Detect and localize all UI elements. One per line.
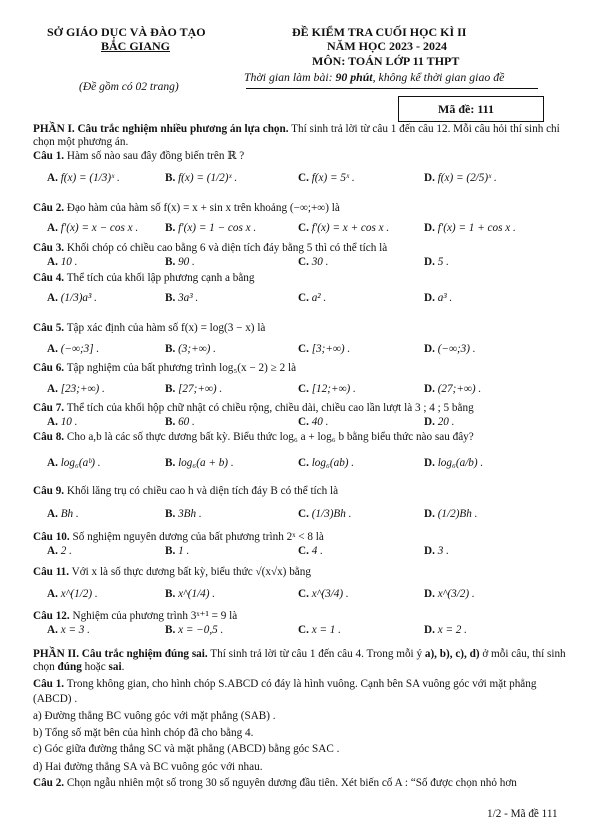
province-name: BẮC GIANG: [101, 39, 171, 53]
part1-heading: PHẦN I. Câu trắc nghiệm nhiều phương án lựa chọn. Thí sinh trả lời từ câu 1 đến câu 12. Mỗi câu hỏi thí sinh chỉ chọn một phương án.: [33, 123, 560, 148]
part2-q1-statement-b: b) Tổng số mặt bên của hình chóp đã cho bằng 4.: [33, 727, 254, 739]
answer-option: A. log₆(aᵇ) .: [47, 457, 101, 469]
answer-option: C. (1/3)Bh .: [298, 508, 352, 520]
answer-option: C. 40 .: [298, 416, 329, 428]
answer-option: D. f(x) = (2/5)ˣ .: [424, 172, 497, 184]
page-count-note: (Đề gồm có 02 trang): [79, 81, 179, 93]
answer-option: C. f(x) = 5ˣ .: [298, 172, 355, 184]
answer-option: B. 1 .: [165, 545, 190, 557]
part2-heading: PHẦN II. Câu trắc nghiệm đúng sai. Thí sinh trả lời từ câu 1 đến câu 4. Trong mỗi ý a), b), c), d) ở mỗi câu, thí sinh chọn đúng hoặc sai.: [33, 648, 566, 673]
answer-option: C. log₆(ab) .: [298, 457, 355, 469]
answer-option: D. x^(3/2) .: [424, 588, 475, 600]
answer-option: D. 20 .: [424, 416, 455, 428]
part2-q1-statement-c: c) Góc giữa đường thẳng SC và mặt phẳng (ABCD) bằng góc SAC .: [33, 743, 340, 755]
part2-question-2: Câu 2. Chọn ngẫu nhiên một số trong 30 số nguyên dương đầu tiên. Xét biến cố A : “Số được chọn nhỏ hơn: [33, 777, 517, 789]
question-stem: Câu 2. Đạo hàm của hàm số f(x) = x + sin x trên khoảng (−∞;+∞) là: [33, 202, 340, 214]
school-year: NĂM HỌC 2023 - 2024: [327, 39, 447, 53]
answer-option: B. log₆(a + b) .: [165, 457, 234, 469]
answer-option: B. 60 .: [165, 416, 195, 428]
answer-option: A. 2 .: [47, 545, 72, 557]
answer-option: B. x = −0,5 .: [165, 624, 224, 636]
answer-option: C. a² .: [298, 292, 327, 304]
question-stem: Câu 6. Tập nghiệm của bất phương trình log₅(x − 2) ≥ 2 là: [33, 362, 297, 374]
answer-option: D. (1/2)Bh .: [424, 508, 478, 520]
answer-option: B. (3;+∞) .: [165, 343, 216, 355]
answer-option: A. f(x) = (1/3)ˣ .: [47, 172, 120, 184]
answer-option: D. 5 .: [424, 256, 449, 268]
answer-option: C. f′(x) = x + cos x .: [298, 222, 390, 234]
answer-option: C. x = 1 .: [298, 624, 341, 636]
answer-option: A. x^(1/2) .: [47, 588, 98, 600]
dept-name: SỞ GIÁO DỤC VÀ ĐÀO TẠO: [47, 25, 206, 39]
page-footer: 1/2 - Mã đề 111: [487, 808, 558, 820]
answer-option: A. (1/3)a³ .: [47, 292, 97, 304]
question-stem: Câu 8. Cho a,b là các số thực dương bất kỳ. Biểu thức log₆ a + log₆ b bằng biểu thức nào sau đây?: [33, 431, 474, 443]
answer-option: D. a³ .: [424, 292, 453, 304]
question-stem: Câu 3. Khối chóp có chiều cao bằng 6 và diện tích đáy bằng 5 thì có thể tích là: [33, 242, 388, 254]
answer-option: B. f(x) = (1/2)ˣ .: [165, 172, 238, 184]
part2-q1-statement-a: a) Đường thẳng BC vuông góc với mặt phẳng (SAB) .: [33, 710, 276, 722]
question-stem: Câu 5. Tập xác định của hàm số f(x) = log(3 − x) là: [33, 322, 266, 334]
answer-option: D. f′(x) = 1 + cos x .: [424, 222, 516, 234]
subject: MÔN: TOÁN LỚP 11 THPT: [312, 54, 460, 68]
part2-q1-statement-d: d) Hai đường thẳng SA và BC vuông góc với nhau.: [33, 761, 263, 773]
answer-option: C. 30 .: [298, 256, 329, 268]
answer-option: A. 10 .: [47, 256, 78, 268]
exam-time: Thời gian làm bài: 90 phút, không kể thời gian giao đề: [244, 70, 505, 84]
answer-option: A. f′(x) = x − cos x .: [47, 222, 139, 234]
answer-option: B. 3a³ .: [165, 292, 199, 304]
question-stem: Câu 7. Thể tích của khối hộp chữ nhật có chiều rộng, chiều dài, chiều cao lần lượt là 3 ; 4 ; 5 bằng: [33, 402, 474, 414]
answer-option: D. (27;+∞) .: [424, 383, 482, 395]
answer-option: D. (−∞;3) .: [424, 343, 476, 355]
exam-code: Mã đề: 111: [438, 102, 494, 116]
answer-option: D. x = 2 .: [424, 624, 467, 636]
part2-question-1: Câu 1. Trong không gian, cho hình chóp S.ABCD có đáy là hình vuông. Cạnh bên SA vuông góc với mặt phẳng (ABCD) .: [33, 678, 537, 705]
answer-option: B. 90 .: [165, 256, 195, 268]
exam-title: ĐỀ KIỂM TRA CUỐI HỌC KÌ II: [292, 25, 467, 39]
answer-option: B. x^(1/4) .: [165, 588, 216, 600]
question-stem: Câu 9. Khối lăng trụ có chiều cao h và diện tích đáy B có thể tích là: [33, 485, 339, 497]
answer-option: A. 10 .: [47, 416, 78, 428]
question-stem: Câu 11. Với x là số thực dương bất kỳ, biểu thức √(x√x) bằng: [33, 566, 311, 578]
answer-option: C. 4 .: [298, 545, 323, 557]
answer-option: B. 3Bh .: [165, 508, 202, 520]
answer-option: A. (−∞;3] .: [47, 343, 100, 355]
question-stem: Câu 4. Thể tích của khối lập phương cạnh a bằng: [33, 272, 255, 284]
answer-option: A. Bh .: [47, 508, 79, 520]
answer-option: B. f′(x) = 1 − cos x .: [165, 222, 257, 234]
answer-option: B. [27;+∞) .: [165, 383, 223, 395]
answer-option: A. [23;+∞) .: [47, 383, 105, 395]
answer-option: C. [3;+∞) .: [298, 343, 351, 355]
question-stem: Câu 10. Số nghiệm nguyên dương của bất phương trình 2ˣ < 8 là: [33, 531, 324, 543]
question-stem: Câu 1. Hàm số nào sau đây đồng biến trên ℝ ?: [33, 150, 245, 162]
header-underline: [246, 88, 538, 89]
answer-option: D. log₆(a/b) .: [424, 457, 484, 469]
answer-option: C. x^(3/4) .: [298, 588, 349, 600]
answer-option: C. [12;+∞) .: [298, 383, 356, 395]
question-stem: Câu 12. Nghiệm của phương trình 3ˣ⁺¹ = 9 là: [33, 610, 238, 622]
answer-option: A. x = 3 .: [47, 624, 90, 636]
answer-option: D. 3 .: [424, 545, 449, 557]
